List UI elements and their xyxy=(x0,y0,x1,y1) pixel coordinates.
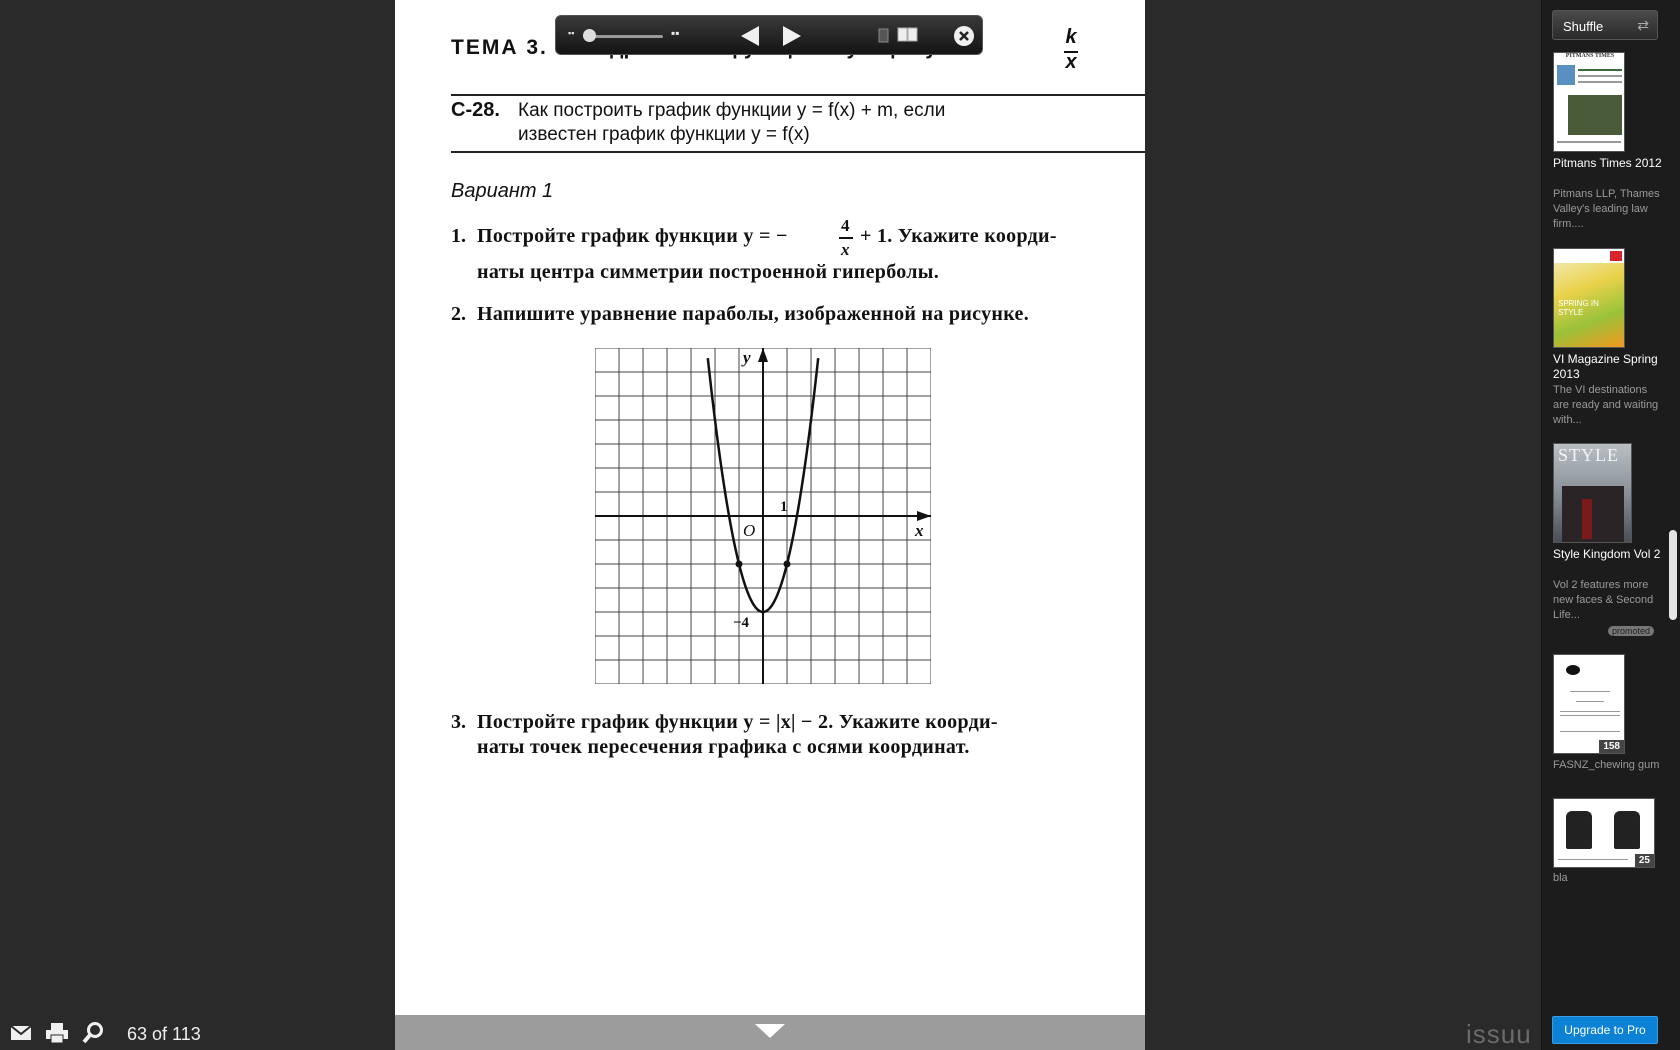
thumbnail-logo xyxy=(1566,665,1580,675)
task-number: 1. xyxy=(451,225,466,247)
double-page-icon[interactable] xyxy=(897,26,919,44)
parabola-graph xyxy=(595,348,931,684)
curve-point xyxy=(736,561,743,568)
divider xyxy=(451,94,1145,96)
thumbnail-text-line xyxy=(1578,69,1622,71)
task1-text-line2: наты центра симметрии построенной гиперболы. xyxy=(477,261,939,283)
recommendation-thumbnail[interactable] xyxy=(1553,443,1632,543)
task1-fraction-denominator: x xyxy=(841,240,850,259)
thumbnail-image xyxy=(1568,95,1622,135)
task3-text-line2: наты точек пересечения графика с осями координат. xyxy=(477,736,970,758)
thumbnail-caption: SPRING IN STYLE xyxy=(1558,299,1599,317)
prev-page-icon[interactable] xyxy=(739,25,761,47)
task1-text-a: Постройте график функции y = − xyxy=(477,225,788,247)
shuffle-button[interactable] xyxy=(1552,10,1658,40)
recommendation-thumbnail[interactable] xyxy=(1553,798,1655,868)
recommendation-description: bla xyxy=(1553,872,1568,884)
section-code: С-28. xyxy=(451,99,500,121)
topic-fraction-denominator: x xyxy=(1065,51,1077,73)
page-count-badge: 25 xyxy=(1635,854,1654,867)
single-page-icon[interactable] xyxy=(878,28,890,44)
section-title-line2: известен график функции y = f(x) xyxy=(518,124,810,145)
search-icon[interactable] xyxy=(82,1021,104,1045)
page-count-badge: 158 xyxy=(1599,740,1624,753)
fraction-bar xyxy=(839,237,853,239)
thumbnail-text-line xyxy=(1560,731,1620,732)
recommendation-thumbnail[interactable] xyxy=(1553,654,1625,754)
variant-heading: Вариант 1 xyxy=(451,180,554,202)
divider xyxy=(451,151,1145,153)
grid-view-icon[interactable]: ▪▪ xyxy=(671,26,680,40)
shuffle-label: Shuffle xyxy=(1563,19,1604,34)
recommendation-description: The VI destinations are ready and waiting with... xyxy=(1553,384,1659,426)
page-counter: 63 of 113 xyxy=(127,1024,201,1044)
promoted-badge: promoted xyxy=(1608,626,1654,636)
thumbnail-text-line xyxy=(1560,715,1620,716)
upgrade-to-pro-button[interactable]: Upgrade to Pro xyxy=(1552,1016,1658,1044)
topic-label: ТЕМА 3. xyxy=(451,36,548,59)
recommendation-title[interactable]: Pitmans Times 2012 xyxy=(1553,156,1662,170)
thumbnail-masthead: PITMANS TIMES xyxy=(1554,53,1625,63)
topic-fraction-numerator: k xyxy=(1065,26,1077,48)
task3-text-line1: Постройте график функции y = |x| − 2. Укажите коорди- xyxy=(477,711,998,733)
recommendation-title[interactable]: Style Kingdom Vol 2 xyxy=(1553,547,1661,561)
jacket-image xyxy=(1614,811,1640,849)
issuu-logo[interactable]: issuu xyxy=(1466,1019,1532,1049)
task-number: 3. xyxy=(451,711,466,733)
recommendation-description: Vol 2 features more new faces & Second Life... xyxy=(1553,579,1654,621)
section-title-line1: Как построить график функции y = f(x) + m, если xyxy=(518,100,946,121)
thumbnail-text-line xyxy=(1560,711,1620,712)
zoom-slider-handle[interactable] xyxy=(583,29,596,42)
task-number: 2. xyxy=(451,303,466,325)
thumbnail-text-line xyxy=(1558,859,1628,860)
vi-logo-icon xyxy=(1610,251,1622,261)
recommendation-thumbnail[interactable] xyxy=(1553,52,1625,152)
thumbnail-text-line xyxy=(1557,141,1621,143)
task1-text-b: + 1. Укажите коорди- xyxy=(860,225,1057,247)
next-page-icon[interactable] xyxy=(781,25,803,47)
x-axis-label: x xyxy=(915,521,924,540)
x-axis-arrow-icon xyxy=(917,511,931,521)
shuffle-icon: ⇄ xyxy=(1637,17,1649,33)
recommendation-description: Pitmans LLP, Thames Valley's leading law firm.... xyxy=(1553,188,1660,230)
zoom-out-icon[interactable]: ▪▪ xyxy=(568,28,575,38)
recommendations-sidebar xyxy=(1541,0,1680,1050)
mail-icon[interactable] xyxy=(10,1024,32,1042)
task1-fraction-numerator: 4 xyxy=(841,216,850,235)
vertex-label: −4 xyxy=(733,615,750,631)
origin-label: O xyxy=(743,521,756,540)
thumbnail-text-line xyxy=(1576,701,1604,702)
thumbnail-masthead: STYLE xyxy=(1558,445,1619,465)
viewer-toolbar xyxy=(555,15,983,55)
sidebar-scrollbar[interactable] xyxy=(1669,530,1677,620)
print-icon[interactable] xyxy=(45,1022,69,1044)
thumbnail-text-line xyxy=(1578,81,1622,83)
task2-text: Напишите уравнение параболы, изображенной на рисунке. xyxy=(477,303,1030,325)
curve-point xyxy=(784,561,791,568)
recommendation-title[interactable]: VI Magazine Spring 2013 xyxy=(1553,352,1658,381)
thumbnail-image xyxy=(1557,65,1575,85)
thumbnail-image xyxy=(1562,486,1624,542)
recommendation-description: FASNZ_chewing gum xyxy=(1553,759,1660,771)
unit-label: 1 xyxy=(780,499,788,515)
bottom-bar xyxy=(0,1015,1541,1050)
y-axis-arrow-icon xyxy=(758,348,768,362)
thumbnail-text-line xyxy=(1578,75,1622,77)
document-page xyxy=(395,0,1145,1050)
expand-down-icon[interactable] xyxy=(755,1024,785,1040)
close-icon[interactable] xyxy=(953,25,975,47)
recommendation-thumbnail[interactable] xyxy=(1553,248,1625,348)
thumbnail-image xyxy=(1582,499,1592,539)
jacket-image xyxy=(1566,811,1592,849)
y-axis-label: y xyxy=(743,348,751,367)
thumbnail-text-line xyxy=(1570,691,1610,692)
